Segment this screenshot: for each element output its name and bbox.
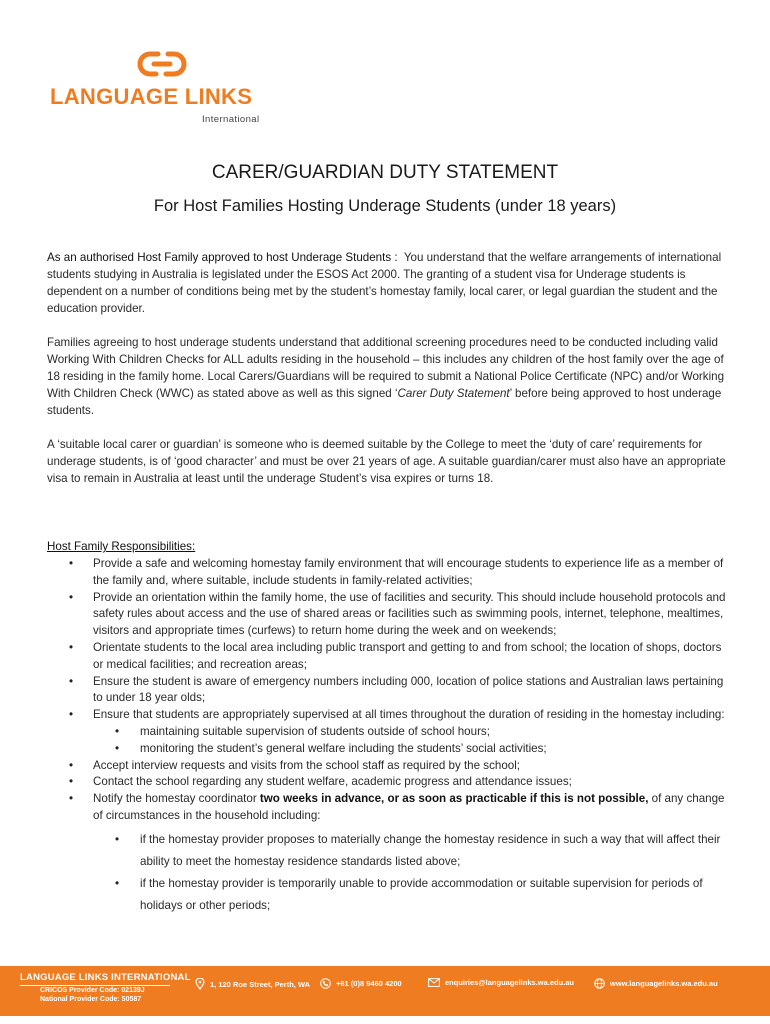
- suitable-carer-paragraph: A ‘suitable local carer or guardian’ is someone who is deemed suitable by the College to meet the ‘duty of care’ requirements for underage students, is of ‘good character’ and must be over 21 years of age. A suitable guardian/carer must also have an appropriate visa to remain in Australia at least until the underage Student’s visa expires or turns 18.: [47, 438, 726, 485]
- responsibilities-heading: Host Family Responsibilities:: [47, 540, 196, 553]
- carer-duty-statement-ref: Carer Duty Statement: [397, 387, 510, 400]
- list-item: • Orientate students to the local area including public transport and getting to and from school; the location of shops, doctors or medical facilities; and recreation areas;: [47, 640, 727, 674]
- email-text[interactable]: enquiries@languagelinks.wa.edu.au: [445, 978, 575, 987]
- footer-bar: [0, 966, 770, 1016]
- footer-cricos: CRICOS Provider Code: 02139J: [40, 987, 145, 994]
- screening-paragraph: [47, 334, 727, 419]
- brand-subtitle: International: [202, 114, 260, 125]
- footer-phone[interactable]: [320, 978, 402, 989]
- list-item: • Ensure the student is aware of emergency numbers including 000, location of police stations and Australian laws pertaining to under 18 year olds;: [47, 674, 727, 708]
- footer-address: [195, 978, 310, 990]
- supervision-item-text: Ensure that students are appropriately supervised at all times throughout the duration of residing in the homestay including:: [93, 708, 725, 722]
- sub-list-item: • monitoring the student’s general welfare including the students’ social activities;: [93, 741, 727, 758]
- notify-deadline: two weeks in advance, or as soon as practicable if this is not possible,: [259, 792, 649, 806]
- screening-text-end: ’ before being approved to host underage students.: [47, 387, 722, 417]
- list-item: [47, 791, 727, 917]
- phone-icon: [320, 978, 331, 989]
- brand-name: LANGUAGE LINKS: [50, 84, 253, 109]
- notify-text: Notify the homestay coordinator: [93, 792, 260, 806]
- list-item: • Contact the school regarding any student welfare, academic progress and attendance issues;: [47, 774, 727, 791]
- list-item: • Provide a safe and welcoming homestay family environment that will encourage students to experience life as a member of the family and, where suitable, include students in family-related activities;: [47, 556, 727, 590]
- footer-brand: LANGUAGE LINKS INTERNATIONAL: [20, 972, 191, 983]
- list-item: [47, 707, 727, 757]
- document-subtitle: For Host Families Hosting Underage Students (under 18 years): [153, 197, 617, 215]
- website-text[interactable]: www.languagelinks.wa.edu.au: [610, 979, 718, 988]
- sub-list-item: • maintaining suitable supervision of students outside of school hours;: [93, 724, 727, 741]
- supervision-sublist: [93, 724, 727, 758]
- footer-divider: [20, 985, 170, 986]
- footer-npc: National Provider Code: 50587: [40, 996, 142, 1003]
- intro-paragraph: [47, 249, 727, 317]
- company-logo: [50, 48, 280, 128]
- list-item: • Accept interview requests and visits from the school staff as required by the school;: [47, 758, 727, 775]
- notify-text-end: of any change of circumstances in the household including:: [93, 792, 725, 822]
- sub-list-item: • if the homestay provider proposes to materially change the homestay residence in such a way that will affect their ability to meet the homestay residence standards listed above;: [93, 829, 727, 873]
- address-text: 1, 120 Roe Street, Perth, WA: [210, 979, 311, 989]
- notify-sublist: [93, 829, 727, 917]
- phone-text[interactable]: +61 (0)8 9460 4200: [336, 979, 402, 988]
- globe-icon: [594, 978, 605, 989]
- sub-list-item: • if the homestay provider is temporarily unable to provide accommodation or suitable supervision for periods of holidays or other periods;: [93, 873, 727, 917]
- document-title: CARER/GUARDIAN DUTY STATEMENT: [211, 162, 559, 183]
- screening-text: Families agreeing to host underage students understand that additional screening procedures need to be conducted including valid Working With Children Checks for ALL adults residing in the household – this includes any children of the host family over the age of 18 residing in the family home. Local Carers/Guardians will be required to submit a National Police Certificate (NPC) and/or Working With Children Check (WWC) as stated above as well as this signed ‘: [47, 336, 725, 400]
- envelope-icon: [428, 978, 440, 987]
- location-pin-icon: [195, 978, 205, 990]
- list-item: • Provide an orientation within the family home, the use of facilities and security. This should include household protocols and safety rules about access and the use of shared areas or facilities such as swimming pools, internet, telephone, mealtimes, visitors and appropriate times (curfews) to return home during the week and on weekends;: [47, 590, 727, 640]
- intro-lead: As an authorised Host Family approved to host Underage Students :: [47, 251, 398, 264]
- footer-website[interactable]: [594, 978, 718, 989]
- intro-body: You understand that the welfare arrangements of international students studying in Australia is legislated under the ESOS Act 2000. The granting of a student visa for Underage students is dependent on a number of conditions being met by the student’s homestay family, local carer, or legal guardian the student and the education provider.: [47, 251, 722, 315]
- footer-email[interactable]: [428, 978, 574, 987]
- link-logo-icon: [136, 48, 188, 80]
- responsibilities-list: [47, 556, 727, 917]
